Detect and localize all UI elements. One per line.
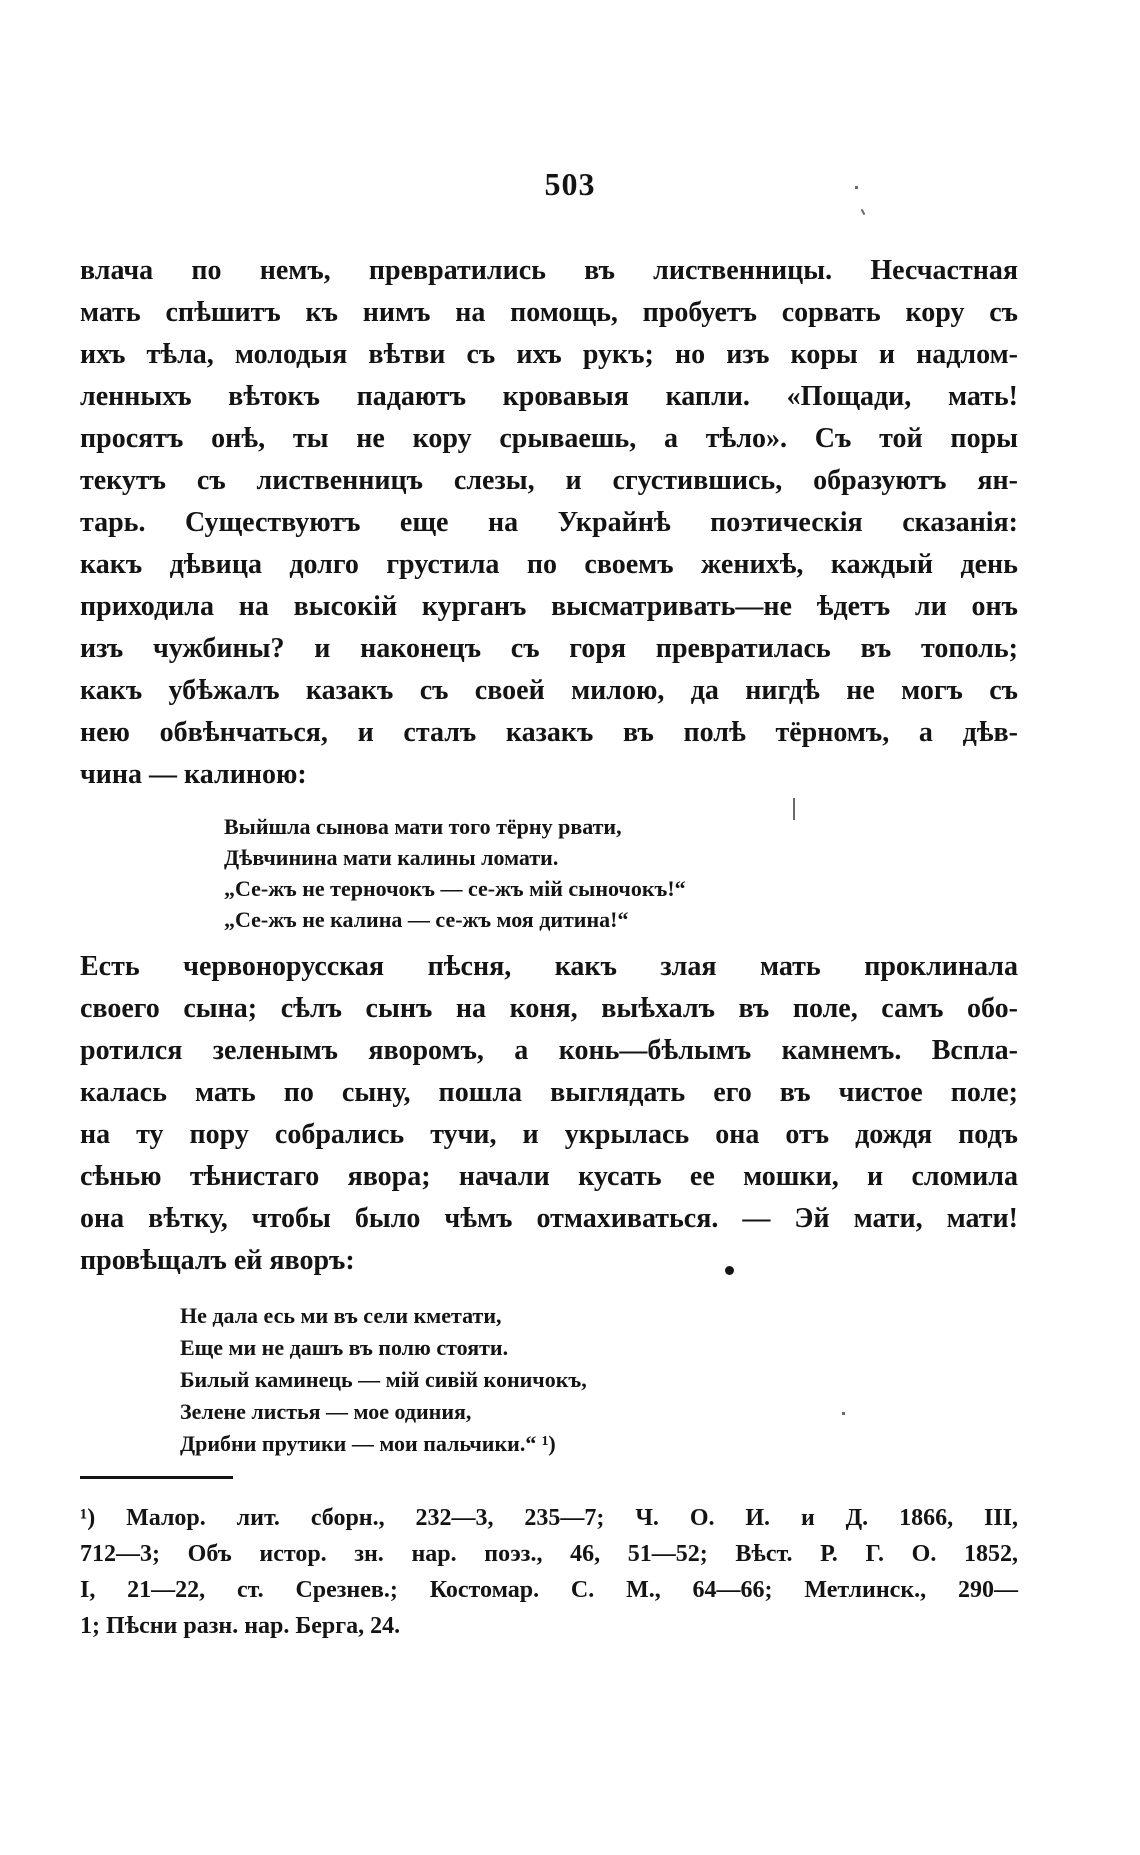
verse-line: Еще ми не дашъ въ полю стояти. (180, 1335, 509, 1360)
page-number: 503 (544, 166, 596, 202)
scan-speck (855, 186, 858, 189)
text-line: на ту пору собрались тучи, и укрылась она отъ дождя подъ (80, 1119, 1018, 1150)
scan-speck (842, 1412, 845, 1415)
text-line: ленныхъ вѣтокъ падаютъ кровавыя капли. «Пощади, мать! (80, 381, 1018, 412)
text-line: просятъ онѣ, ты не кору срываешь, а тѣло». Съ той поры (80, 423, 1018, 454)
text-line: нею обвѣнчаться, и сталъ казакъ въ полѣ тёрномъ, а дѣв- (80, 717, 1018, 748)
footnote-line: 1; Пѣсни разн. нар. Берга, 24. (80, 1613, 401, 1639)
text-line: какъ дѣвица долго грустила по своемъ женихѣ, каждый день (80, 549, 1018, 580)
text-line: сѣнью тѣнистаго явора; начали кусать ее мошки, и сломила (80, 1161, 1018, 1192)
text-line: мать спѣшитъ къ нимъ на помощь, пробуетъ сорвать кору съ (80, 297, 1018, 328)
ink-dot-mark (725, 1266, 734, 1275)
verse-line: Билый каминець — мій сивій коничокъ, (180, 1367, 587, 1392)
verse-line: „Се-жъ не терночокъ — се-жъ мій сыночокъ!“ (224, 876, 686, 901)
verse-line: „Се-жъ не калина — се-жъ моя дитина!“ (224, 907, 629, 932)
text-line: текутъ съ лиственницъ слезы, и сгустившись, образуютъ ян- (80, 465, 1018, 496)
verse-line: Выйшла сынова мати того тёрну рвати, (224, 814, 622, 839)
footnote-line: 712—3; Объ истор. зн. нар. поэз., 46, 51—52; Вѣст. Р. Г. О. 1852, (80, 1541, 1018, 1567)
text-line: Есть червонорусская пѣсня, какъ злая мать проклинала (80, 951, 1018, 982)
verse-line: Дѣвчинина мати калины ломати. (224, 845, 559, 870)
verse-quotation-1 (224, 811, 686, 935)
footnote (80, 1500, 1018, 1644)
footnote-separator-rule (80, 1476, 233, 1479)
text-line: чина — калиною: (80, 759, 307, 790)
verse-quotation-2 (180, 1300, 587, 1460)
text-line: калась мать по сыну, пошла выглядать его въ чистое поле; (80, 1077, 1018, 1108)
verse-line: Дрибни прутики — мои пальчики.“ ¹) (180, 1431, 556, 1456)
text-line: она вѣтку, чтобы было чѣмъ отмахиваться. — Эй мати, мати! (80, 1203, 1018, 1234)
footnote-line: I, 21—22, ст. Срезнев.; Костомар. С. М., 64—66; Метлинск., 290— (80, 1577, 1018, 1603)
text-line: изъ чужбины? и наконецъ съ горя превратилась въ тополь; (80, 633, 1018, 664)
text-line: влача по немъ, превратились въ лиственницы. Несчастная (80, 255, 1018, 286)
verse-line: Зелене листья — мое одиния, (180, 1399, 472, 1424)
text-line: приходила на высокій курганъ высматривать—не ѣдетъ ли онъ (80, 591, 1018, 622)
verse-line: Не дала есь ми въ сели кметати, (180, 1303, 502, 1328)
scan-speck (793, 798, 795, 820)
text-line: какъ убѣжалъ казакъ съ своей милою, да нигдѣ не могъ съ (80, 675, 1018, 706)
scan-speck (861, 209, 866, 215)
paragraph-red-russian-song (80, 946, 1018, 1282)
text-line: провѣщалъ ей яворъ: (80, 1245, 355, 1276)
paragraph-transformation-tales (80, 250, 1018, 796)
text-line: ихъ тѣла, молодыя вѣтви съ ихъ рукъ; но изъ коры и надлом- (80, 339, 1018, 370)
text-line: тарь. Существуютъ еще на Украйнѣ поэтическія сказанія: (80, 507, 1018, 538)
text-line: своего сына; сѣлъ сынъ на коня, выѣхалъ въ поле, самъ обо- (80, 993, 1018, 1024)
text-line: ротился зеленымъ яворомъ, а конь—бѣлымъ камнемъ. Вспла- (80, 1035, 1018, 1066)
footnote-line: ¹) Малор. лит. сборн., 232—3, 235—7; Ч. О. И. и Д. 1866, III, (80, 1505, 1018, 1531)
